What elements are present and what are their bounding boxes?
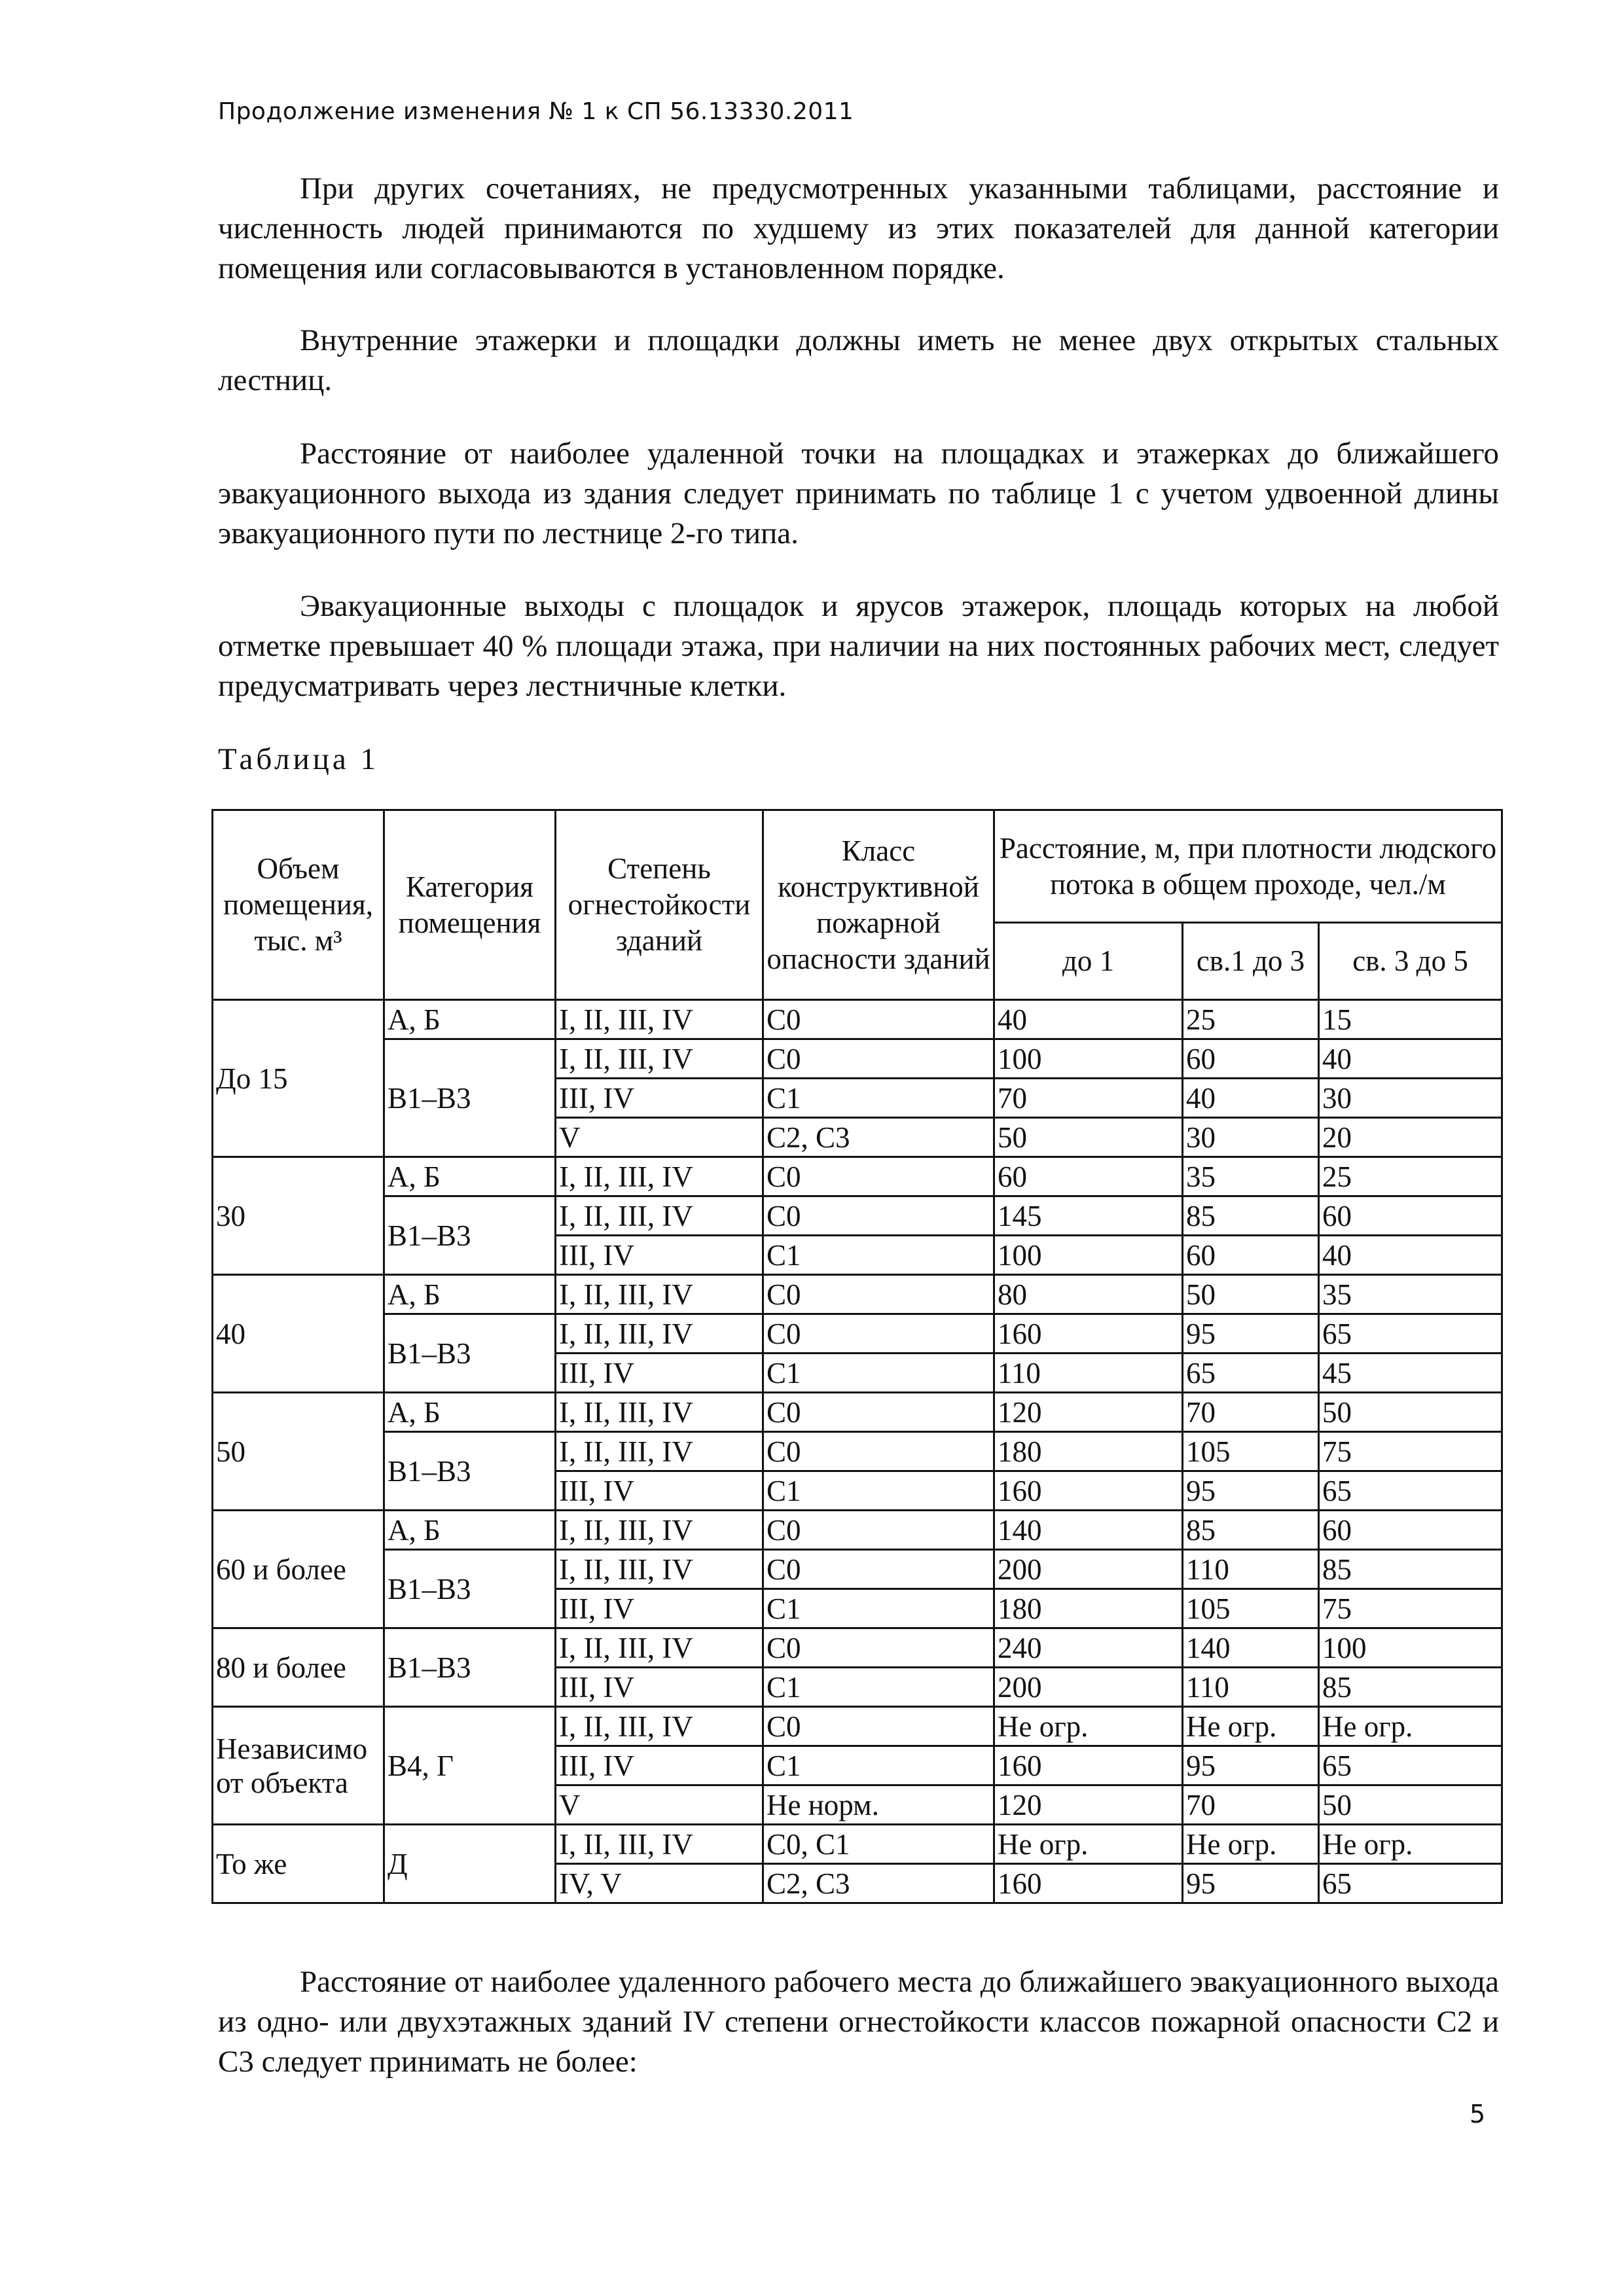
cell-fire-class: С1 [763, 1079, 994, 1118]
cell-distance-1-to-3: 30 [1183, 1118, 1319, 1157]
cell-volume: 60 и более [213, 1511, 384, 1628]
cell-distance-up-to-1: 240 [994, 1628, 1183, 1668]
cell-fire-resistance: I, II, III, IV [556, 1550, 763, 1589]
cell-distance-1-to-3: 95 [1183, 1314, 1319, 1354]
table-row [213, 1314, 1502, 1354]
cell-distance-up-to-1: 110 [994, 1354, 1183, 1393]
cell-category: А, Б [384, 1157, 556, 1196]
cell-fire-class: С0 [763, 1000, 994, 1039]
page-number: 5 [1470, 2100, 1486, 2128]
cell-category: В1–В3 [384, 1314, 556, 1393]
cell-distance-1-to-3: Не огр. [1183, 1825, 1319, 1864]
cell-distance-up-to-1: 40 [994, 1000, 1183, 1039]
cell-distance-3-to-5: 65 [1319, 1746, 1502, 1785]
header-volume: Объем помещения, тыс. м³ [213, 810, 384, 1000]
cell-distance-3-to-5: 35 [1319, 1275, 1502, 1314]
cell-distance-1-to-3: 35 [1183, 1157, 1319, 1196]
cell-fire-resistance: I, II, III, IV [556, 1393, 763, 1432]
cell-fire-class: С0 [763, 1393, 994, 1432]
header-fire-class: Класс конструктивной пожарной опасности зданий [763, 810, 994, 1000]
cell-fire-resistance: I, II, III, IV [556, 1432, 763, 1471]
cell-fire-class: С0 [763, 1157, 994, 1196]
cell-fire-class: С1 [763, 1746, 994, 1785]
cell-distance-up-to-1: 160 [994, 1864, 1183, 1903]
cell-category: В1–В3 [384, 1628, 556, 1707]
cell-distance-1-to-3: 95 [1183, 1746, 1319, 1785]
table-body [213, 1000, 1502, 1903]
header-density-3-to-5: св. 3 до 5 [1319, 923, 1502, 1000]
cell-fire-class: С0 [763, 1314, 994, 1354]
cell-category: А, Б [384, 1275, 556, 1314]
header-density-up-to-1: до 1 [994, 923, 1183, 1000]
cell-fire-class: С2, С3 [763, 1118, 994, 1157]
paragraph-evacuation-exits: Эвакуационные выходы с площадок и ярусов этажерок, площадь которых на любой отметке превышает 40 % площади этажа, при наличии на них постоянных рабочих мест, следует предусматривать через лестничные клетки. [218, 589, 1499, 703]
cell-distance-up-to-1: 70 [994, 1079, 1183, 1118]
cell-distance-up-to-1: 180 [994, 1589, 1183, 1628]
cell-distance-1-to-3: 110 [1183, 1550, 1319, 1589]
cell-distance-3-to-5: Не огр. [1319, 1825, 1502, 1864]
cell-distance-1-to-3: 95 [1183, 1471, 1319, 1511]
cell-distance-3-to-5: 45 [1319, 1354, 1502, 1393]
cell-fire-resistance: I, II, III, IV [556, 1196, 763, 1236]
evacuation-distance-table [211, 809, 1503, 1904]
cell-distance-3-to-5: Не огр. [1319, 1707, 1502, 1746]
cell-distance-1-to-3: 60 [1183, 1039, 1319, 1079]
table-row [213, 1275, 1502, 1314]
cell-fire-resistance: V [556, 1118, 763, 1157]
cell-distance-up-to-1: 160 [994, 1746, 1183, 1785]
table-row [213, 1707, 1502, 1746]
table-caption: Таблица 1 [218, 742, 380, 776]
paragraph-internal-stairs: Внутренние этажерки и площадки должны иметь не менее двух открытых стальных лестниц. [218, 323, 1499, 397]
cell-distance-3-to-5: 100 [1319, 1628, 1502, 1668]
cell-distance-1-to-3: 110 [1183, 1668, 1319, 1707]
cell-fire-class: С1 [763, 1668, 994, 1707]
cell-distance-up-to-1: 145 [994, 1196, 1183, 1236]
cell-volume: До 15 [213, 1000, 384, 1157]
cell-fire-resistance: I, II, III, IV [556, 1157, 763, 1196]
cell-category: В1–В3 [384, 1432, 556, 1511]
cell-fire-resistance: I, II, III, IV [556, 1275, 763, 1314]
cell-distance-up-to-1: Не огр. [994, 1825, 1183, 1864]
cell-fire-resistance: I, II, III, IV [556, 1511, 763, 1550]
cell-fire-class: С0 [763, 1196, 994, 1236]
cell-distance-up-to-1: 60 [994, 1157, 1183, 1196]
cell-distance-1-to-3: 25 [1183, 1000, 1319, 1039]
table-row [213, 1628, 1502, 1668]
cell-distance-up-to-1: 200 [994, 1668, 1183, 1707]
cell-distance-up-to-1: 80 [994, 1275, 1183, 1314]
cell-fire-resistance: IV, V [556, 1864, 763, 1903]
cell-volume: 30 [213, 1157, 384, 1275]
cell-fire-resistance: III, IV [556, 1236, 763, 1275]
table-row [213, 1157, 1502, 1196]
table-row [213, 1039, 1502, 1079]
cell-distance-1-to-3: 40 [1183, 1079, 1319, 1118]
paragraph-other-combinations: При других сочетаниях, не предусмотренных указанными таблицами, расстояние и численность людей принимаются по худшему из этих показателей для данной категории помещения или согласовываются в установленном порядке. [218, 171, 1499, 285]
cell-fire-resistance: I, II, III, IV [556, 1039, 763, 1079]
cell-distance-3-to-5: 25 [1319, 1157, 1502, 1196]
table-row [213, 1196, 1502, 1236]
cell-distance-3-to-5: 50 [1319, 1785, 1502, 1825]
cell-fire-class: С0 [763, 1511, 994, 1550]
cell-fire-resistance: I, II, III, IV [556, 1825, 763, 1864]
cell-fire-resistance: I, II, III, IV [556, 1707, 763, 1746]
table-row [213, 1825, 1502, 1864]
header-fire-resistance: Степень огнестойкости зданий [556, 810, 763, 1000]
cell-distance-3-to-5: 15 [1319, 1000, 1502, 1039]
header-distance: Расстояние, м, при плотности людского потока в общем проходе, чел./м [994, 810, 1502, 923]
cell-distance-1-to-3: 85 [1183, 1511, 1319, 1550]
cell-distance-3-to-5: 30 [1319, 1079, 1502, 1118]
cell-fire-class: С1 [763, 1589, 994, 1628]
cell-distance-3-to-5: 65 [1319, 1314, 1502, 1354]
cell-distance-3-to-5: 85 [1319, 1550, 1502, 1589]
cell-fire-class: Не норм. [763, 1785, 994, 1825]
cell-distance-1-to-3: 105 [1183, 1432, 1319, 1471]
cell-fire-resistance: III, IV [556, 1668, 763, 1707]
cell-volume: 40 [213, 1275, 384, 1393]
cell-fire-class: С1 [763, 1354, 994, 1393]
cell-fire-class: С2, С3 [763, 1864, 994, 1903]
table-row [213, 1550, 1502, 1589]
cell-distance-1-to-3: Не огр. [1183, 1707, 1319, 1746]
paragraph-workplace-distance: Расстояние от наиболее удаленного рабочего места до ближайшего эвакуационного выхода из одно- или двухэтажных зданий IV степени огнестойкости классов пожарной опасности С2 и С3 следует принимать не более: [218, 1965, 1499, 2079]
cell-category: А, Б [384, 1393, 556, 1432]
cell-distance-1-to-3: 70 [1183, 1785, 1319, 1825]
cell-distance-1-to-3: 65 [1183, 1354, 1319, 1393]
cell-fire-resistance: III, IV [556, 1589, 763, 1628]
cell-distance-3-to-5: 20 [1319, 1118, 1502, 1157]
cell-distance-1-to-3: 70 [1183, 1393, 1319, 1432]
cell-distance-3-to-5: 65 [1319, 1864, 1502, 1903]
cell-distance-1-to-3: 85 [1183, 1196, 1319, 1236]
cell-fire-class: С0, С1 [763, 1825, 994, 1864]
cell-fire-class: С1 [763, 1236, 994, 1275]
cell-distance-3-to-5: 60 [1319, 1511, 1502, 1550]
cell-category: В1–В3 [384, 1196, 556, 1275]
cell-fire-class: С0 [763, 1707, 994, 1746]
cell-distance-up-to-1: 120 [994, 1785, 1183, 1825]
header-density-1-to-3: св.1 до 3 [1183, 923, 1319, 1000]
paragraph-distance-from-platforms: Расстояние от наиболее удаленной точки на площадках и этажерках до ближайшего эвакуационного выхода из здания следует принимать по таблице 1 с учетом удвоенной длины эвакуационного пути по лестнице 2-го типа. [218, 437, 1499, 550]
cell-fire-resistance: I, II, III, IV [556, 1628, 763, 1668]
table-row [213, 1432, 1502, 1471]
cell-distance-1-to-3: 60 [1183, 1236, 1319, 1275]
cell-distance-up-to-1: 100 [994, 1236, 1183, 1275]
cell-distance-1-to-3: 50 [1183, 1275, 1319, 1314]
cell-volume: 80 и более [213, 1628, 384, 1707]
cell-category: В1–В3 [384, 1039, 556, 1157]
cell-distance-up-to-1: 160 [994, 1314, 1183, 1354]
table-row [213, 1511, 1502, 1550]
cell-distance-3-to-5: 60 [1319, 1196, 1502, 1236]
cell-distance-up-to-1: 100 [994, 1039, 1183, 1079]
cell-volume: Независимо от объекта [213, 1707, 384, 1825]
cell-distance-up-to-1: Не огр. [994, 1707, 1183, 1746]
cell-fire-class: С0 [763, 1550, 994, 1589]
cell-fire-class: С0 [763, 1628, 994, 1668]
cell-distance-1-to-3: 95 [1183, 1864, 1319, 1903]
cell-distance-up-to-1: 50 [994, 1118, 1183, 1157]
table-row [213, 1000, 1502, 1039]
table-row [213, 1393, 1502, 1432]
cell-distance-up-to-1: 120 [994, 1393, 1183, 1432]
cell-fire-class: С0 [763, 1432, 994, 1471]
cell-distance-3-to-5: 85 [1319, 1668, 1502, 1707]
cell-distance-3-to-5: 40 [1319, 1236, 1502, 1275]
cell-distance-3-to-5: 50 [1319, 1393, 1502, 1432]
header-category: Категория помещения [384, 810, 556, 1000]
cell-distance-1-to-3: 140 [1183, 1628, 1319, 1668]
cell-category: В1–В3 [384, 1550, 556, 1628]
cell-category: А, Б [384, 1000, 556, 1039]
cell-fire-resistance: I, II, III, IV [556, 1314, 763, 1354]
cell-fire-resistance: I, II, III, IV [556, 1000, 763, 1039]
cell-category: А, Б [384, 1511, 556, 1550]
cell-fire-resistance: III, IV [556, 1471, 763, 1511]
cell-distance-3-to-5: 75 [1319, 1432, 1502, 1471]
cell-distance-up-to-1: 160 [994, 1471, 1183, 1511]
cell-fire-resistance: V [556, 1785, 763, 1825]
cell-category: В4, Г [384, 1707, 556, 1825]
cell-fire-class: С0 [763, 1275, 994, 1314]
cell-fire-class: С0 [763, 1039, 994, 1079]
cell-volume: 50 [213, 1393, 384, 1511]
cell-distance-up-to-1: 200 [994, 1550, 1183, 1589]
cell-distance-up-to-1: 140 [994, 1511, 1183, 1550]
cell-fire-resistance: III, IV [556, 1746, 763, 1785]
cell-distance-3-to-5: 40 [1319, 1039, 1502, 1079]
cell-distance-3-to-5: 65 [1319, 1471, 1502, 1511]
cell-category: Д [384, 1825, 556, 1903]
cell-fire-resistance: III, IV [556, 1354, 763, 1393]
cell-distance-up-to-1: 180 [994, 1432, 1183, 1471]
cell-distance-1-to-3: 105 [1183, 1589, 1319, 1628]
cell-fire-class: С1 [763, 1471, 994, 1511]
document-header: Продолжение изменения № 1 к СП 56.13330.2011 [218, 98, 854, 125]
cell-volume: То же [213, 1825, 384, 1903]
cell-fire-resistance: III, IV [556, 1079, 763, 1118]
cell-distance-3-to-5: 75 [1319, 1589, 1502, 1628]
